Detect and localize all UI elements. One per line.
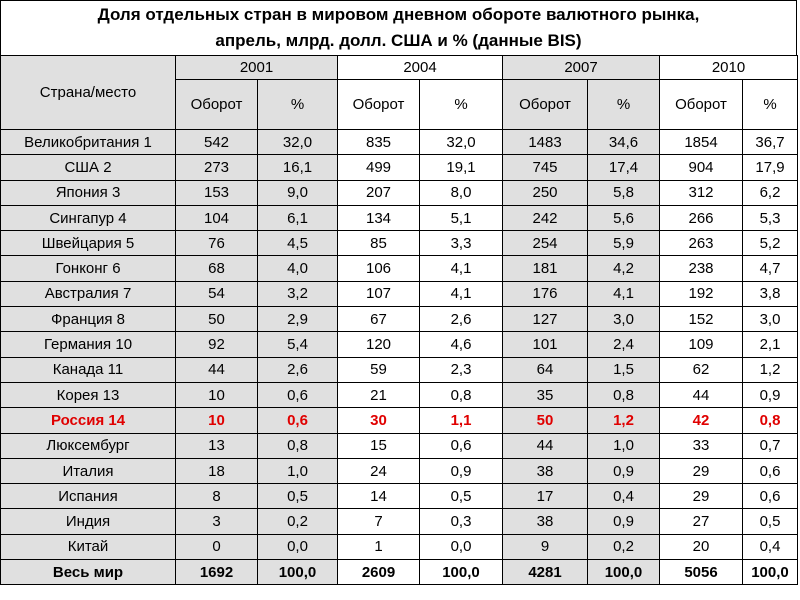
turnover-cell: 67	[338, 307, 420, 332]
header-year-2004: 2004	[338, 56, 503, 80]
percent-cell: 34,6	[588, 130, 660, 155]
turnover-cell: 1692	[176, 560, 258, 585]
percent-cell: 0,6	[743, 458, 798, 483]
country-cell: Гонконг 6	[1, 256, 176, 281]
country-cell: США 2	[1, 155, 176, 180]
turnover-cell: 242	[503, 205, 588, 230]
turnover-cell: 35	[503, 382, 588, 407]
percent-cell: 0,5	[420, 484, 503, 509]
percent-cell: 1,0	[588, 433, 660, 458]
percent-cell: 2,9	[258, 307, 338, 332]
table-row	[1, 205, 798, 230]
turnover-cell: 192	[660, 281, 743, 306]
turnover-cell: 29	[660, 484, 743, 509]
country-cell: Швейцария 5	[1, 231, 176, 256]
percent-cell: 0,9	[588, 458, 660, 483]
percent-cell: 9,0	[258, 180, 338, 205]
turnover-cell: 1854	[660, 130, 743, 155]
turnover-cell: 44	[176, 357, 258, 382]
header-percent: %	[420, 80, 503, 130]
title-line-1: Доля отдельных стран в мировом дневном обороте валютного рынка,	[97, 5, 700, 24]
percent-cell: 6,2	[743, 180, 798, 205]
turnover-cell: 76	[176, 231, 258, 256]
header-year-2010: 2010	[660, 56, 798, 80]
percent-cell: 3,8	[743, 281, 798, 306]
percent-cell: 5,9	[588, 231, 660, 256]
turnover-cell: 50	[503, 408, 588, 433]
percent-cell: 1,1	[420, 408, 503, 433]
percent-cell: 0,7	[743, 433, 798, 458]
turnover-cell: 250	[503, 180, 588, 205]
percent-cell: 32,0	[258, 130, 338, 155]
turnover-cell: 1483	[503, 130, 588, 155]
turnover-cell: 499	[338, 155, 420, 180]
percent-cell: 32,0	[420, 130, 503, 155]
percent-cell: 0,6	[258, 408, 338, 433]
percent-cell: 3,0	[743, 307, 798, 332]
percent-cell: 0,9	[743, 382, 798, 407]
percent-cell: 4,1	[420, 256, 503, 281]
turnover-cell: 14	[338, 484, 420, 509]
turnover-cell: 904	[660, 155, 743, 180]
country-cell: Индия	[1, 509, 176, 534]
turnover-cell: 29	[660, 458, 743, 483]
turnover-cell: 54	[176, 281, 258, 306]
percent-cell: 2,3	[420, 357, 503, 382]
percent-cell: 3,2	[258, 281, 338, 306]
percent-cell: 17,4	[588, 155, 660, 180]
turnover-cell: 38	[503, 458, 588, 483]
table-row	[1, 307, 798, 332]
percent-cell: 0,6	[258, 382, 338, 407]
percent-cell: 5,8	[588, 180, 660, 205]
table-row	[1, 433, 798, 458]
turnover-cell: 181	[503, 256, 588, 281]
table-row	[1, 231, 798, 256]
turnover-cell: 273	[176, 155, 258, 180]
percent-cell: 4,1	[588, 281, 660, 306]
turnover-cell: 10	[176, 408, 258, 433]
turnover-cell: 5056	[660, 560, 743, 585]
header-turnover: Оборот	[503, 80, 588, 130]
turnover-cell: 107	[338, 281, 420, 306]
percent-cell: 0,5	[258, 484, 338, 509]
country-cell: Сингапур 4	[1, 205, 176, 230]
country-cell: Испания	[1, 484, 176, 509]
percent-cell: 36,7	[743, 130, 798, 155]
turnover-cell: 68	[176, 256, 258, 281]
percent-cell: 4,5	[258, 231, 338, 256]
percent-cell: 1,2	[588, 408, 660, 433]
turnover-cell: 30	[338, 408, 420, 433]
turnover-cell: 109	[660, 332, 743, 357]
country-cell: Китай	[1, 534, 176, 559]
table-title	[0, 0, 797, 55]
percent-cell: 4,1	[420, 281, 503, 306]
percent-cell: 3,3	[420, 231, 503, 256]
turnover-cell: 20	[660, 534, 743, 559]
percent-cell: 16,1	[258, 155, 338, 180]
turnover-cell: 238	[660, 256, 743, 281]
turnover-cell: 207	[338, 180, 420, 205]
percent-cell: 19,1	[420, 155, 503, 180]
country-cell: Люксембург	[1, 433, 176, 458]
percent-cell: 0,8	[258, 433, 338, 458]
percent-cell: 1,2	[743, 357, 798, 382]
table-row	[1, 155, 798, 180]
header-turnover: Оборот	[338, 80, 420, 130]
percent-cell: 2,1	[743, 332, 798, 357]
percent-cell: 0,8	[420, 382, 503, 407]
percent-cell: 0,5	[743, 509, 798, 534]
turnover-cell: 266	[660, 205, 743, 230]
percent-cell: 4,2	[588, 256, 660, 281]
country-cell: Корея 13	[1, 382, 176, 407]
turnover-cell: 835	[338, 130, 420, 155]
percent-cell: 3,0	[588, 307, 660, 332]
percent-cell: 5,3	[743, 205, 798, 230]
percent-cell: 0,6	[743, 484, 798, 509]
percent-cell: 0,4	[588, 484, 660, 509]
turnover-cell: 152	[660, 307, 743, 332]
percent-cell: 0,9	[420, 458, 503, 483]
percent-cell: 5,1	[420, 205, 503, 230]
table-row	[1, 281, 798, 306]
fx-turnover-table	[0, 55, 798, 585]
turnover-cell: 542	[176, 130, 258, 155]
header-turnover: Оборот	[660, 80, 743, 130]
turnover-cell: 176	[503, 281, 588, 306]
turnover-cell: 106	[338, 256, 420, 281]
header-turnover: Оборот	[176, 80, 258, 130]
turnover-cell: 64	[503, 357, 588, 382]
turnover-cell: 42	[660, 408, 743, 433]
turnover-cell: 24	[338, 458, 420, 483]
percent-cell: 0,6	[420, 433, 503, 458]
table-row	[1, 180, 798, 205]
percent-cell: 4,0	[258, 256, 338, 281]
country-cell: Япония 3	[1, 180, 176, 205]
percent-cell: 1,5	[588, 357, 660, 382]
turnover-cell: 38	[503, 509, 588, 534]
percent-cell: 100,0	[588, 560, 660, 585]
turnover-cell: 312	[660, 180, 743, 205]
header-row-years	[1, 56, 798, 80]
percent-cell: 5,6	[588, 205, 660, 230]
turnover-cell: 44	[660, 382, 743, 407]
table-row	[1, 534, 798, 559]
turnover-cell: 127	[503, 307, 588, 332]
turnover-cell: 745	[503, 155, 588, 180]
turnover-cell: 15	[338, 433, 420, 458]
turnover-cell: 101	[503, 332, 588, 357]
country-cell: Франция 8	[1, 307, 176, 332]
turnover-cell: 85	[338, 231, 420, 256]
country-cell: Великобритания 1	[1, 130, 176, 155]
table-row	[1, 256, 798, 281]
table-body	[1, 130, 798, 585]
table-row	[1, 357, 798, 382]
percent-cell: 17,9	[743, 155, 798, 180]
turnover-cell: 18	[176, 458, 258, 483]
percent-cell: 1,0	[258, 458, 338, 483]
percent-cell: 100,0	[420, 560, 503, 585]
percent-cell: 0,0	[258, 534, 338, 559]
header-year-2001: 2001	[176, 56, 338, 80]
country-cell: Австралия 7	[1, 281, 176, 306]
turnover-cell: 153	[176, 180, 258, 205]
percent-cell: 0,8	[588, 382, 660, 407]
table-row	[1, 458, 798, 483]
turnover-cell: 7	[338, 509, 420, 534]
title-line-2: апрель, млрд. долл. США и % (данные BIS)	[215, 31, 582, 50]
turnover-cell: 50	[176, 307, 258, 332]
turnover-cell: 92	[176, 332, 258, 357]
turnover-cell: 27	[660, 509, 743, 534]
turnover-cell: 33	[660, 433, 743, 458]
percent-cell: 8,0	[420, 180, 503, 205]
table-row	[1, 332, 798, 357]
percent-cell: 0,4	[743, 534, 798, 559]
turnover-cell: 10	[176, 382, 258, 407]
turnover-cell: 1	[338, 534, 420, 559]
turnover-cell: 62	[660, 357, 743, 382]
header-year-2007: 2007	[503, 56, 660, 80]
turnover-cell: 9	[503, 534, 588, 559]
turnover-cell: 44	[503, 433, 588, 458]
turnover-cell: 4281	[503, 560, 588, 585]
header-percent: %	[258, 80, 338, 130]
turnover-cell: 59	[338, 357, 420, 382]
turnover-cell: 254	[503, 231, 588, 256]
percent-cell: 0,0	[420, 534, 503, 559]
table-row	[1, 408, 798, 433]
table-row	[1, 484, 798, 509]
percent-cell: 100,0	[258, 560, 338, 585]
turnover-cell: 3	[176, 509, 258, 534]
country-cell: Канада 11	[1, 357, 176, 382]
turnover-cell: 120	[338, 332, 420, 357]
turnover-cell: 0	[176, 534, 258, 559]
percent-cell: 2,6	[420, 307, 503, 332]
table-row	[1, 130, 798, 155]
country-cell: Италия	[1, 458, 176, 483]
country-cell: Германия 10	[1, 332, 176, 357]
header-percent: %	[743, 80, 798, 130]
total-row	[1, 560, 798, 585]
percent-cell: 0,3	[420, 509, 503, 534]
country-cell: Россия 14	[1, 408, 176, 433]
turnover-cell: 21	[338, 382, 420, 407]
header-country: Страна/место	[1, 56, 176, 130]
turnover-cell: 2609	[338, 560, 420, 585]
percent-cell: 5,2	[743, 231, 798, 256]
header-percent: %	[588, 80, 660, 130]
country-cell: Весь мир	[1, 560, 176, 585]
percent-cell: 0,2	[258, 509, 338, 534]
percent-cell: 6,1	[258, 205, 338, 230]
turnover-cell: 13	[176, 433, 258, 458]
percent-cell: 4,6	[420, 332, 503, 357]
percent-cell: 2,4	[588, 332, 660, 357]
turnover-cell: 104	[176, 205, 258, 230]
table-row	[1, 382, 798, 407]
turnover-cell: 263	[660, 231, 743, 256]
percent-cell: 100,0	[743, 560, 798, 585]
percent-cell: 0,9	[588, 509, 660, 534]
percent-cell: 2,6	[258, 357, 338, 382]
table-row	[1, 509, 798, 534]
percent-cell: 0,2	[588, 534, 660, 559]
turnover-cell: 8	[176, 484, 258, 509]
percent-cell: 4,7	[743, 256, 798, 281]
turnover-cell: 134	[338, 205, 420, 230]
percent-cell: 5,4	[258, 332, 338, 357]
percent-cell: 0,8	[743, 408, 798, 433]
turnover-cell: 17	[503, 484, 588, 509]
